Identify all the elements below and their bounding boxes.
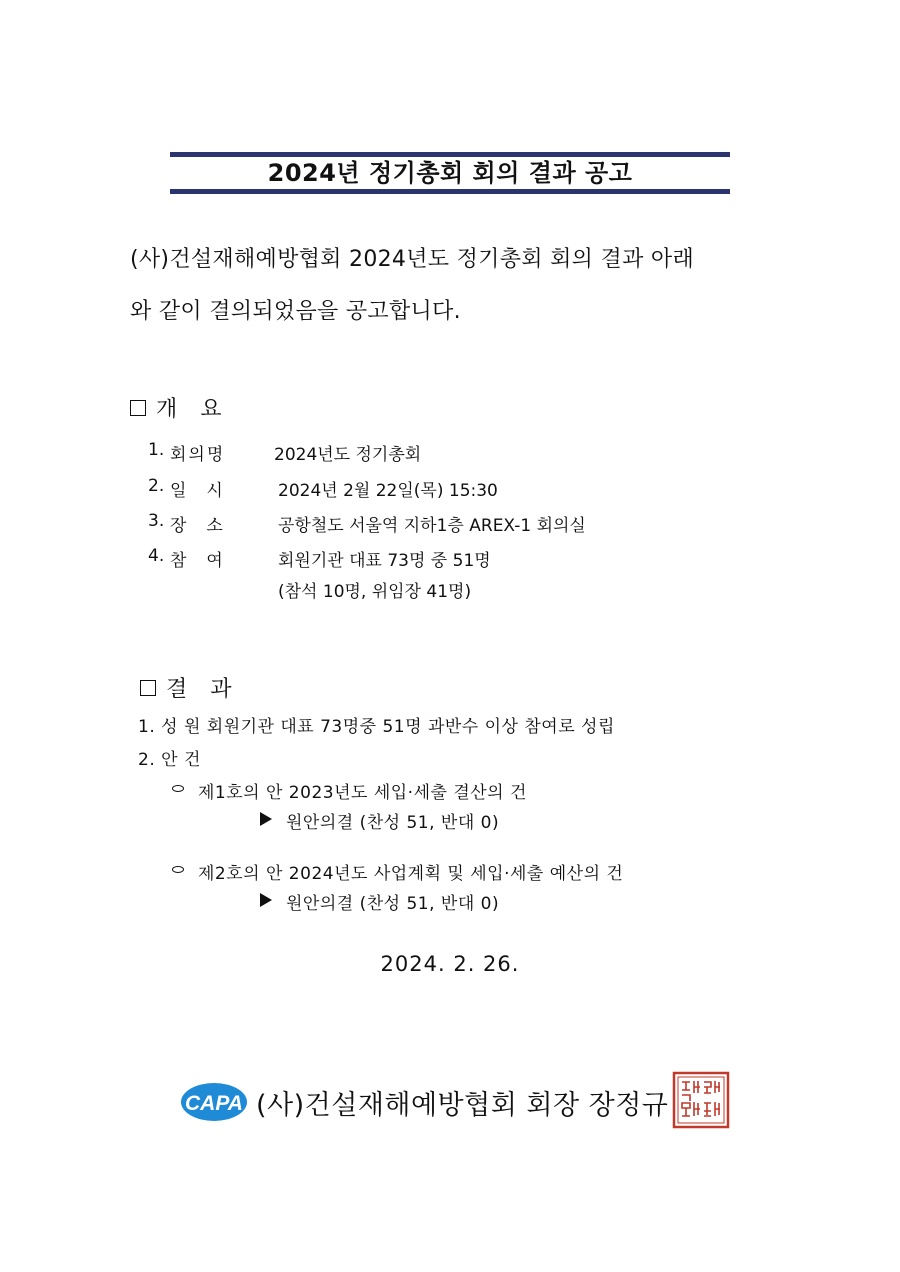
overview-item-num: 3. [148,511,165,531]
intro-line-1: (사)건설재해예방협회 2024년도 정기총회 회의 결과 아래 [130,247,695,272]
overview-item-key: 참여 [170,551,243,571]
overview-item-value: 2024년도 정기총회 [274,445,422,465]
triangle-bullet-icon [260,893,272,907]
overview-heading: 개 요 [130,392,230,423]
agenda-resolution: 원안의결 (찬성 51, 반대 0) [286,894,500,914]
agenda-item: 제2호의 안 2024년도 사업계획 및 세입·세출 예산의 건 [198,864,624,884]
agenda-resolution: 원안의결 (찬성 51, 반대 0) [286,813,500,833]
overview-item-value: 2024년 2월 22일(목) 15:30 [278,481,498,501]
checkbox-square-icon [130,400,146,416]
quorum-line: 1. 성 원 회원기관 대표 73명중 51명 과반수 이상 참여로 성립 [138,717,615,737]
signature-block [180,1072,730,1132]
checkbox-square-icon [140,680,156,696]
overview-item-value: 공항철도 서울역 지하1층 AREX-1 회의실 [278,516,586,536]
overview-item-key: 장소 [170,516,243,536]
capa-logo-icon [180,1080,248,1124]
official-seal-icon [672,1071,730,1129]
document-title: 2024년 정기총회 회의 결과 공고 [267,159,633,187]
triangle-bullet-icon [260,812,272,826]
overview-item-value: 회원기관 대표 73명 중 51명 [278,551,491,571]
overview-item-num: 1. [148,440,165,460]
overview-item-key: 일시 [170,481,243,501]
circle-bullet-icon [172,866,184,873]
title-rule-bottom [170,189,730,194]
signatory-name: (사)건설재해예방협회 회장 장정규 [256,1089,669,1121]
intro-line-2: 와 같이 결의되었음을 공고합니다. [130,299,461,324]
results-heading: 결 과 [140,672,240,703]
agenda-heading: 2. 안 건 [138,750,201,770]
overview-item-num: 4. [148,546,165,566]
overview-item-value-detail: (참석 10명, 위임장 41명) [278,582,472,602]
announcement-date: 2024. 2. 26. [380,952,520,976]
overview-item-key: 회의명 [170,445,226,465]
circle-bullet-icon [172,785,184,792]
logo-text: CAPA [185,1092,243,1115]
agenda-item: 제1호의 안 2023년도 세입·세출 결산의 건 [198,783,527,803]
overview-item-num: 2. [148,476,165,496]
